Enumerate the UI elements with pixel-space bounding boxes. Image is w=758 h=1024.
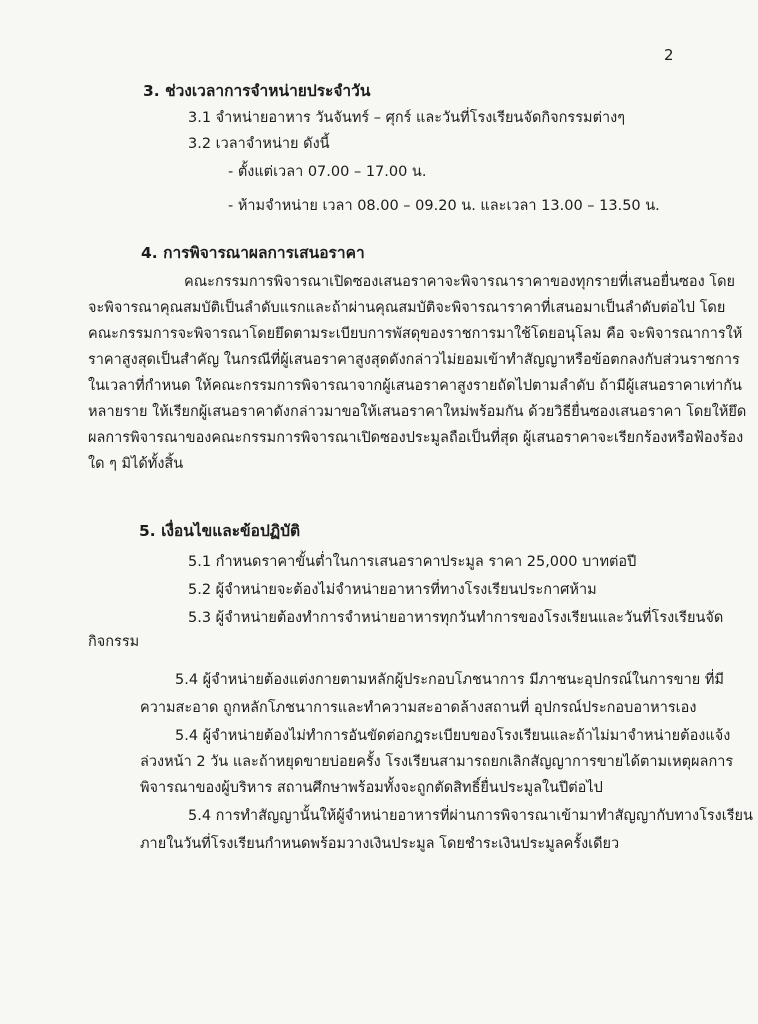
item-5-3: 5.3 ผู้จำหน่ายต้องทำการจำหน่ายอาหารทุกวันทำการของโรงเรียนและวันที่โรงเรียนจัด — [188, 610, 724, 626]
section-4-line: จะพิจารณาคุณสมบัติเป็นลำดับแรกและถ้าผ่านคุณสมบัติจะพิจารณาราคาที่เสนอมาเป็นลำดับต่อไป โดย — [88, 300, 726, 316]
item-5-4-dress-cont: ความสะอาด ถูกหลักโภชนาการและทำความสะอาดล้างสถานที่ อุปกรณ์ประกอบอาหารเอง — [140, 700, 697, 716]
item-5-1: 5.1 กำหนดราคาขั้นต่ำในการเสนอราคาประมูล ราคา 25,000 บาทต่อปี — [188, 554, 637, 570]
section-4-heading: 4. การพิจารณาผลการเสนอราคา — [141, 244, 365, 262]
item-5-4-contract: 5.4 การทำสัญญานั้นให้ผู้จำหน่ายอาหารที่ผ่านการพิจารณาเข้ามาทำสัญญากับทางโรงเรียน — [188, 808, 753, 824]
section-4-line: ราคาสูงสุดเป็นสำคัญ ในกรณีที่ผู้เสนอราคาสูงสุดดังกล่าวไม่ยอมเข้าทำสัญญาหรือข้อตกลงกับส่วนราชการ — [88, 352, 740, 368]
item-3-1: 3.1 จำหน่ายอาหาร วันจันทร์ – ศุกร์ และวันที่โรงเรียนจัดกิจกรรมต่างๆ — [188, 110, 625, 126]
item-5-2: 5.2 ผู้จำหน่ายจะต้องไม่จำหน่ายอาหารที่ทางโรงเรียนประกาศห้าม — [188, 582, 597, 598]
item-5-4-rules-cont: ล่วงหน้า 2 วัน และถ้าหยุดขายบ่อยครั้ง โรงเรียนสามารถยกเลิกสัญญาการขายได้ตามเหตุผลการ — [140, 754, 734, 770]
sale-time-1: - ตั้งแต่เวลา 07.00 – 17.00 น. — [228, 164, 427, 180]
item-5-3-cont: กิจกรรม — [88, 634, 140, 650]
item-5-4-contract-cont: ภายในวันที่โรงเรียนกำหนดพร้อมวางเงินประมูล โดยชำระเงินประมูลครั้งเดียว — [140, 836, 620, 852]
section-4-line: ผลการพิจารณาของคณะกรรมการพิจารณาเปิดซองประมูลถือเป็นที่สุด ผู้เสนอราคาจะเรียกร้องหรือฟ้องร้อง — [88, 430, 744, 446]
section-4-line: คณะกรรมการจะพิจารณาโดยยึดตามระเบียบการพัสดุของราชการมาใช้โดยอนุโลม คือ จะพิจารณาการให้ — [88, 326, 743, 342]
section-4-line: หลายราย ให้เรียกผู้เสนอราคาดังกล่าวมาขอให้เสนอราคาใหม่พร้อมกัน ด้วยวิธียื่นซองเสนอราคา โดยให้ยึด — [88, 404, 747, 420]
item-5-4-rules: 5.4 ผู้จำหน่ายต้องไม่ทำการอันขัดต่อกฎระเบียบของโรงเรียนและถ้าไม่มาจำหน่ายต้องแจ้ง — [175, 728, 731, 744]
sale-time-2: - ห้ามจำหน่าย เวลา 08.00 – 09.20 น. และเวลา 13.00 – 13.50 น. — [228, 198, 660, 214]
section-5-heading: 5. เงื่อนไขและข้อปฏิบัติ — [139, 522, 301, 540]
item-3-2: 3.2 เวลาจำหน่าย ดังนี้ — [188, 136, 330, 152]
item-5-4-dress: 5.4 ผู้จำหน่ายต้องแต่งกายตามหลักผู้ประกอบโภชนาการ มีภาชนะอุปกรณ์ในการขาย ที่มี — [175, 672, 724, 688]
section-3-heading: 3. ช่วงเวลาการจำหน่ายประจำวัน — [143, 82, 371, 100]
section-4-line: คณะกรรมการพิจารณาเปิดซองเสนอราคาจะพิจารณาราคาของทุกรายที่เสนอยื่นซอง โดย — [184, 274, 735, 290]
section-4-line: ในเวลาที่กำหนด ให้คณะกรรมการพิจารณาจากผู้เสนอราคาสูงรายถัดไปตามลำดับ ถ้ามีผู้เสนอราคาเท่ากัน — [88, 378, 742, 394]
page-number: 2 — [664, 46, 674, 64]
section-4-line: ใด ๆ มิได้ทั้งสิ้น — [88, 456, 184, 472]
item-5-4-rules-cont: พิจารณาของผู้บริหาร สถานศึกษาพร้อมทั้งจะถูกตัดสิทธิ์ยื่นประมูลในปีต่อไป — [140, 780, 603, 796]
